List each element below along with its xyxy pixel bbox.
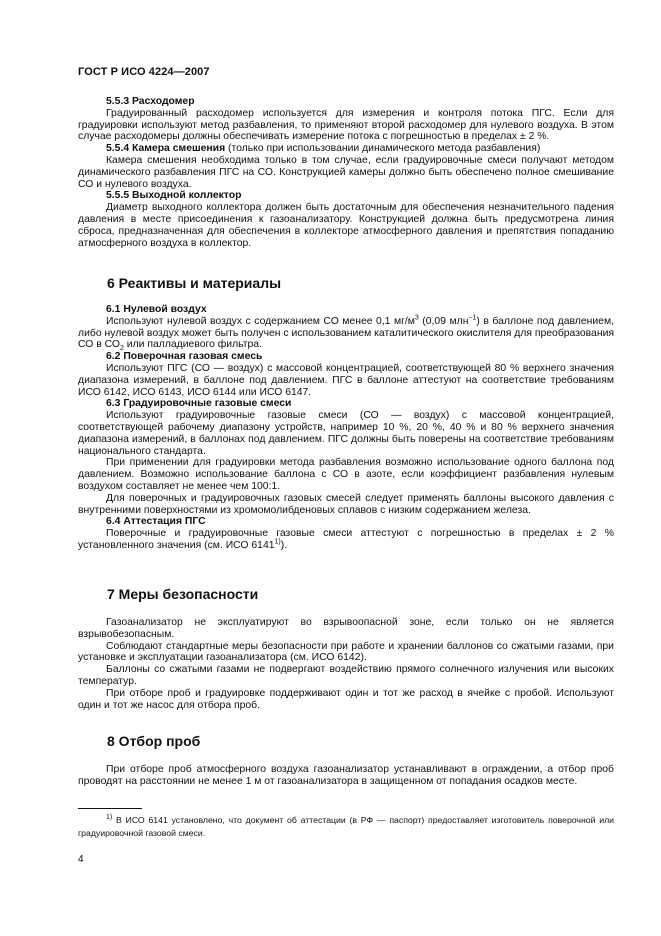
subsection-6-1-heading: 6.1 Нулевой воздух bbox=[106, 304, 207, 315]
footnote bbox=[78, 814, 614, 840]
subsection-6-4-text-main: Поверочные и градуировочные газовые смеси аттестуют с погрешностью в пределах ± 2 % установленного значения (см. ИСО 6141 bbox=[78, 528, 614, 551]
superscript-cubic: 3 bbox=[414, 314, 419, 322]
section-6-block bbox=[78, 304, 614, 552]
document-header: ГОСТ Р ИСО 4224—2007 bbox=[78, 66, 210, 78]
section-7-paragraph-4: При отборе проб и градуировке поддерживают один и тот же расход в ячейке с пробой. Используют один и тот же насос для отбора проб. bbox=[78, 687, 614, 711]
subsection-6-1-text-part-a: Используют нулевой воздух с содержанием СО менее 0,1 мг/м bbox=[106, 315, 415, 327]
subsection-6-1-text bbox=[78, 316, 614, 351]
section-7-paragraph-1: Газоанализатор не эксплуатируют во взрывоопасной зоне, если только он не является взрывобезопасным. bbox=[78, 617, 614, 640]
subsection-5-5-3-text: Градуированный расходомер используется для измерения и контроля потока ПГС. Если для градуировки используют метод разбавления, то применяют второй расходомер для нулевого воздуха. В этом случае расходомеры должны обеспечивать измерение потока с погрешностью в пределах ± 2 %. bbox=[78, 107, 614, 143]
footnote-mark: 1) bbox=[106, 814, 113, 822]
subsection-6-2-text: Используют ПГС (СО — воздух) с массовой концентрацией, соответствующей 80 % верхнего значения диапазона измерений, в баллоне под давлением. ПГС в баллоне аттестуют на соответствие требованиям ИСО 6142, ИСО 6143, ИСО 6144 или ИСО 6147. bbox=[78, 362, 614, 398]
subsection-6-2-heading: 6.2 Поверочная газовая смесь bbox=[106, 351, 263, 363]
subsection-6-4-text-end: ). bbox=[280, 539, 288, 551]
footnote-reference: 1) bbox=[274, 538, 281, 546]
subsection-5-5-4-title: 5.5.4 Камера смешения bbox=[106, 143, 226, 155]
section-7-title: 7 Меры безопасности bbox=[107, 586, 259, 602]
subsection-5-5-4-note: (только при использовании динамического метода разбавления) bbox=[225, 143, 541, 155]
subscript-two: 2 bbox=[120, 345, 124, 353]
footnote-text bbox=[78, 814, 614, 840]
subsection-6-1-text-part-c: ) в баллоне под давлением, либо нулевой воздух может быть получен с использованием каталитического окислителя для преобразования СО в СО bbox=[78, 315, 614, 351]
subsection-5-5-5-text: Диаметр выходного коллектора должен быть достаточным для обеспечения незначительного падения давления в месте присоединения к газоанализатору. Конструкцией должна быть предусмотрена линия сброса, предназначенная для обеспечения в коллекторе атмосферного давления и препятствия попаданию атмосферного воздуха в коллектор. bbox=[78, 202, 614, 249]
subsection-5-5-3-heading: 5.5.3 Расходомер bbox=[106, 96, 195, 107]
superscript-minus-one: −1 bbox=[468, 314, 477, 322]
section-7-paragraph-3: Баллоны со сжатыми газами не подвергают воздействию прямого солнечного излучения или высоких температур. bbox=[78, 664, 614, 687]
subsection-5-5-4-heading bbox=[78, 143, 614, 155]
subsection-5-5-5-heading: 5.5.5 Выходной коллектор bbox=[106, 190, 242, 202]
section-7-block bbox=[78, 617, 614, 711]
section-8-paragraph-1: При отборе проб атмосферного воздуха газоанализатор устанавливают в ограждении, а отбор проб проводят на расстоянии не менее 1 м от газоанализатора в защищенном от попадания осадков месте. bbox=[78, 764, 614, 787]
subsection-6-1-text-part-b: (0,09 млн bbox=[418, 315, 469, 327]
footnote-divider bbox=[78, 808, 142, 809]
section-8-block bbox=[78, 764, 614, 788]
subsection-6-4-heading: 6.4 Аттестация ПГС bbox=[106, 516, 206, 528]
page-number: 4 bbox=[78, 854, 84, 865]
subsection-6-4-text bbox=[78, 528, 614, 552]
subsection-6-3-paragraph-1: Используют градуировочные газовые смеси (СО — воздух) с массовой концентрацией, соответствующей рабочему диапазону устройств, например 10 %, 20 %, 40 % и 80 % верхнего значения диапазона измерений, в баллонах под давлением. ПГС должны быть поверены на соответствие требованиям национального стандарта. bbox=[78, 410, 614, 457]
section-8-title: 8 Отбор проб bbox=[107, 733, 201, 749]
subsection-5-5-4-text: Камера смешения необходима только в том случае, если градуировочные смеси получают методом динамического разбавления ПГС на СО. Конструкцией камеры должно быть обеспечено полное смешивание СО и нулевого воздуха. bbox=[78, 154, 614, 190]
section-6-title: 6 Реактивы и материалы bbox=[107, 275, 282, 291]
footnote-body: В ИСО 6141 установлено, что документ об аттестации (в РФ — паспорт) предоставляет изготовитель поверочной или градуировочной газовой смеси. bbox=[78, 815, 614, 838]
section-7-paragraph-2: Соблюдают стандартные меры безопасности при работе и хранении баллонов со сжатыми газами, при установке и эксплуатации газоанализатора (см. ИСО 6142). bbox=[78, 640, 614, 664]
section-5-5-block bbox=[78, 96, 614, 249]
subsection-6-3-paragraph-2: При применении для градуировки метода разбавления возможно использование одного баллона под давлением. Возможно использование баллона с СО в азоте, если коэффициент разбавления нулевым воздухом составляет не менее чем 100:1. bbox=[78, 457, 614, 492]
subsection-6-3-paragraph-3: Для поверочных и градуировочных газовых смесей следует применять баллоны высокого давления с внутренними поверхностями из хромомолибденовых сплавов с низким содержанием железа. bbox=[78, 492, 614, 516]
subsection-6-1-text-part-d: или палладиевого фильтра. bbox=[123, 339, 262, 351]
subsection-6-3-heading: 6.3 Градуировочные газовые смеси bbox=[106, 398, 292, 410]
